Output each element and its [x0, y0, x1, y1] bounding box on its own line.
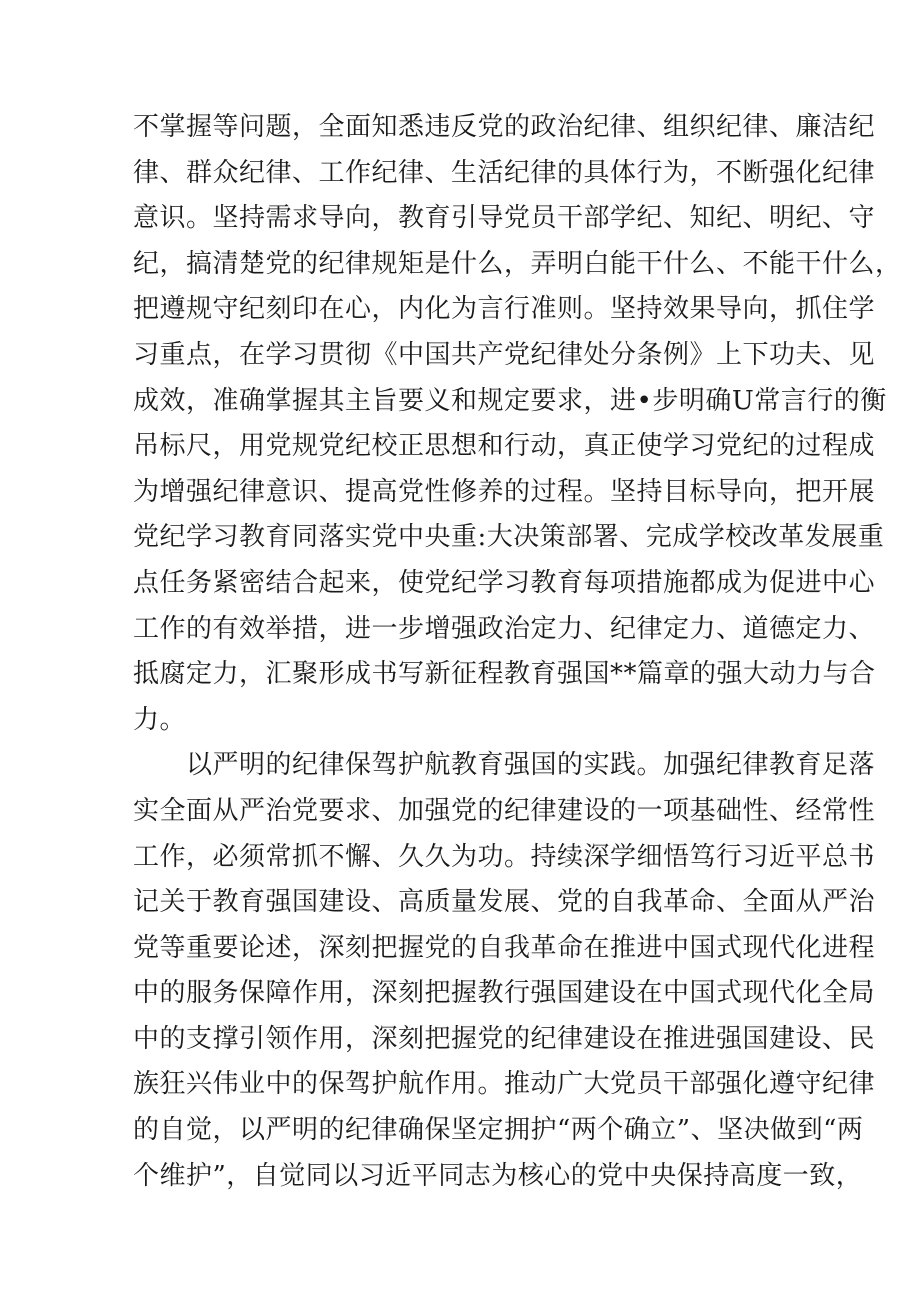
text-line: 中的服务保障作用，深刻把握教行强国建设在中国式现代化全局: [133, 978, 876, 1009]
text-line: 工作，必须常抓不懈、久久为功。持续深学细悟笃行习近平总书: [133, 841, 876, 872]
text-line: 中的支撑引领作用，深刻把握党的纪律建设在推进强国建设、民: [133, 1023, 876, 1054]
paragraph-1: [133, 105, 902, 743]
text-line: 的自觉，以严明的纪律确保坚定拥护“两个确立”、坚决做到“两: [133, 1115, 864, 1146]
text-line: 吊标尺，用党规党纪校正思想和行动，真正使学习党纪的过程成: [133, 431, 876, 462]
text-line: 党等重要论述，深刻把握党的自我革命在推进中国式现代化进程: [133, 932, 876, 963]
text-line: 个维护”，自觉同以习近平同志为核心的党中央保持高度一致，: [133, 1160, 863, 1191]
text-line: 抵腐定力，汇聚形成书写新征程教育强国**篇章的强大动力与合: [133, 659, 876, 690]
text-line: 以严明的纪律保驾护航教育强国的实践。加强纪律教育足落: [133, 750, 876, 781]
text-line: 为增强纪律意识、提高党性修养的过程。坚持目标导向，把开展: [133, 476, 876, 507]
text-line: 成效，准确掌握其主旨要义和规定要求，进•步明确U常言行的衡: [133, 385, 887, 416]
text-line: 把遵规守纪刻印在心，内化为言行准则。坚持效果导向，抓住学: [133, 294, 876, 325]
text-line: 纪，搞清楚党的纪律规矩是什么，弄明白能干什么、不能干什么，: [133, 248, 902, 279]
paragraph-2: [133, 743, 876, 1199]
text-line: 习重点，在学习贯彻《中国共产党纪律处分条例》上下功夫、见: [133, 339, 876, 370]
text-line: 实全面从严治党要求、加强党的纪律建设的一项基础性、经常性: [133, 795, 876, 826]
text-line: 记关于教育强国建设、高质量发展、党的自我革命、全面从严治: [133, 887, 876, 918]
text-line: 力。: [133, 704, 187, 735]
text-line: 党纪学习教育同落实党中央重:大决策部署、完成学校改革发展重: [133, 522, 885, 553]
text-line: 工作的有效举措，进一步增强政治定力、纪律定力、道德定力、: [133, 613, 876, 644]
text-line: 不掌握等问题，全面知悉违反党的政治纪律、组织纪律、廉洁纪: [133, 112, 876, 142]
body-text: [133, 105, 902, 1199]
text-line: 点任务紧密结合起来，使党纪学习教育每项措施都成为促进中心: [133, 567, 876, 598]
text-line: 族狂兴伟业中的保驾护航作用。推动广大党员干部强化遵守纪律: [133, 1069, 876, 1100]
text-line: 律、群众纪律、工作纪律、生活纪律的具体行为，不断强化纪律: [133, 157, 876, 188]
text-line: 意识。坚持需求导向，教育引导党员干部学纪、知纪、明纪、守: [133, 203, 876, 234]
